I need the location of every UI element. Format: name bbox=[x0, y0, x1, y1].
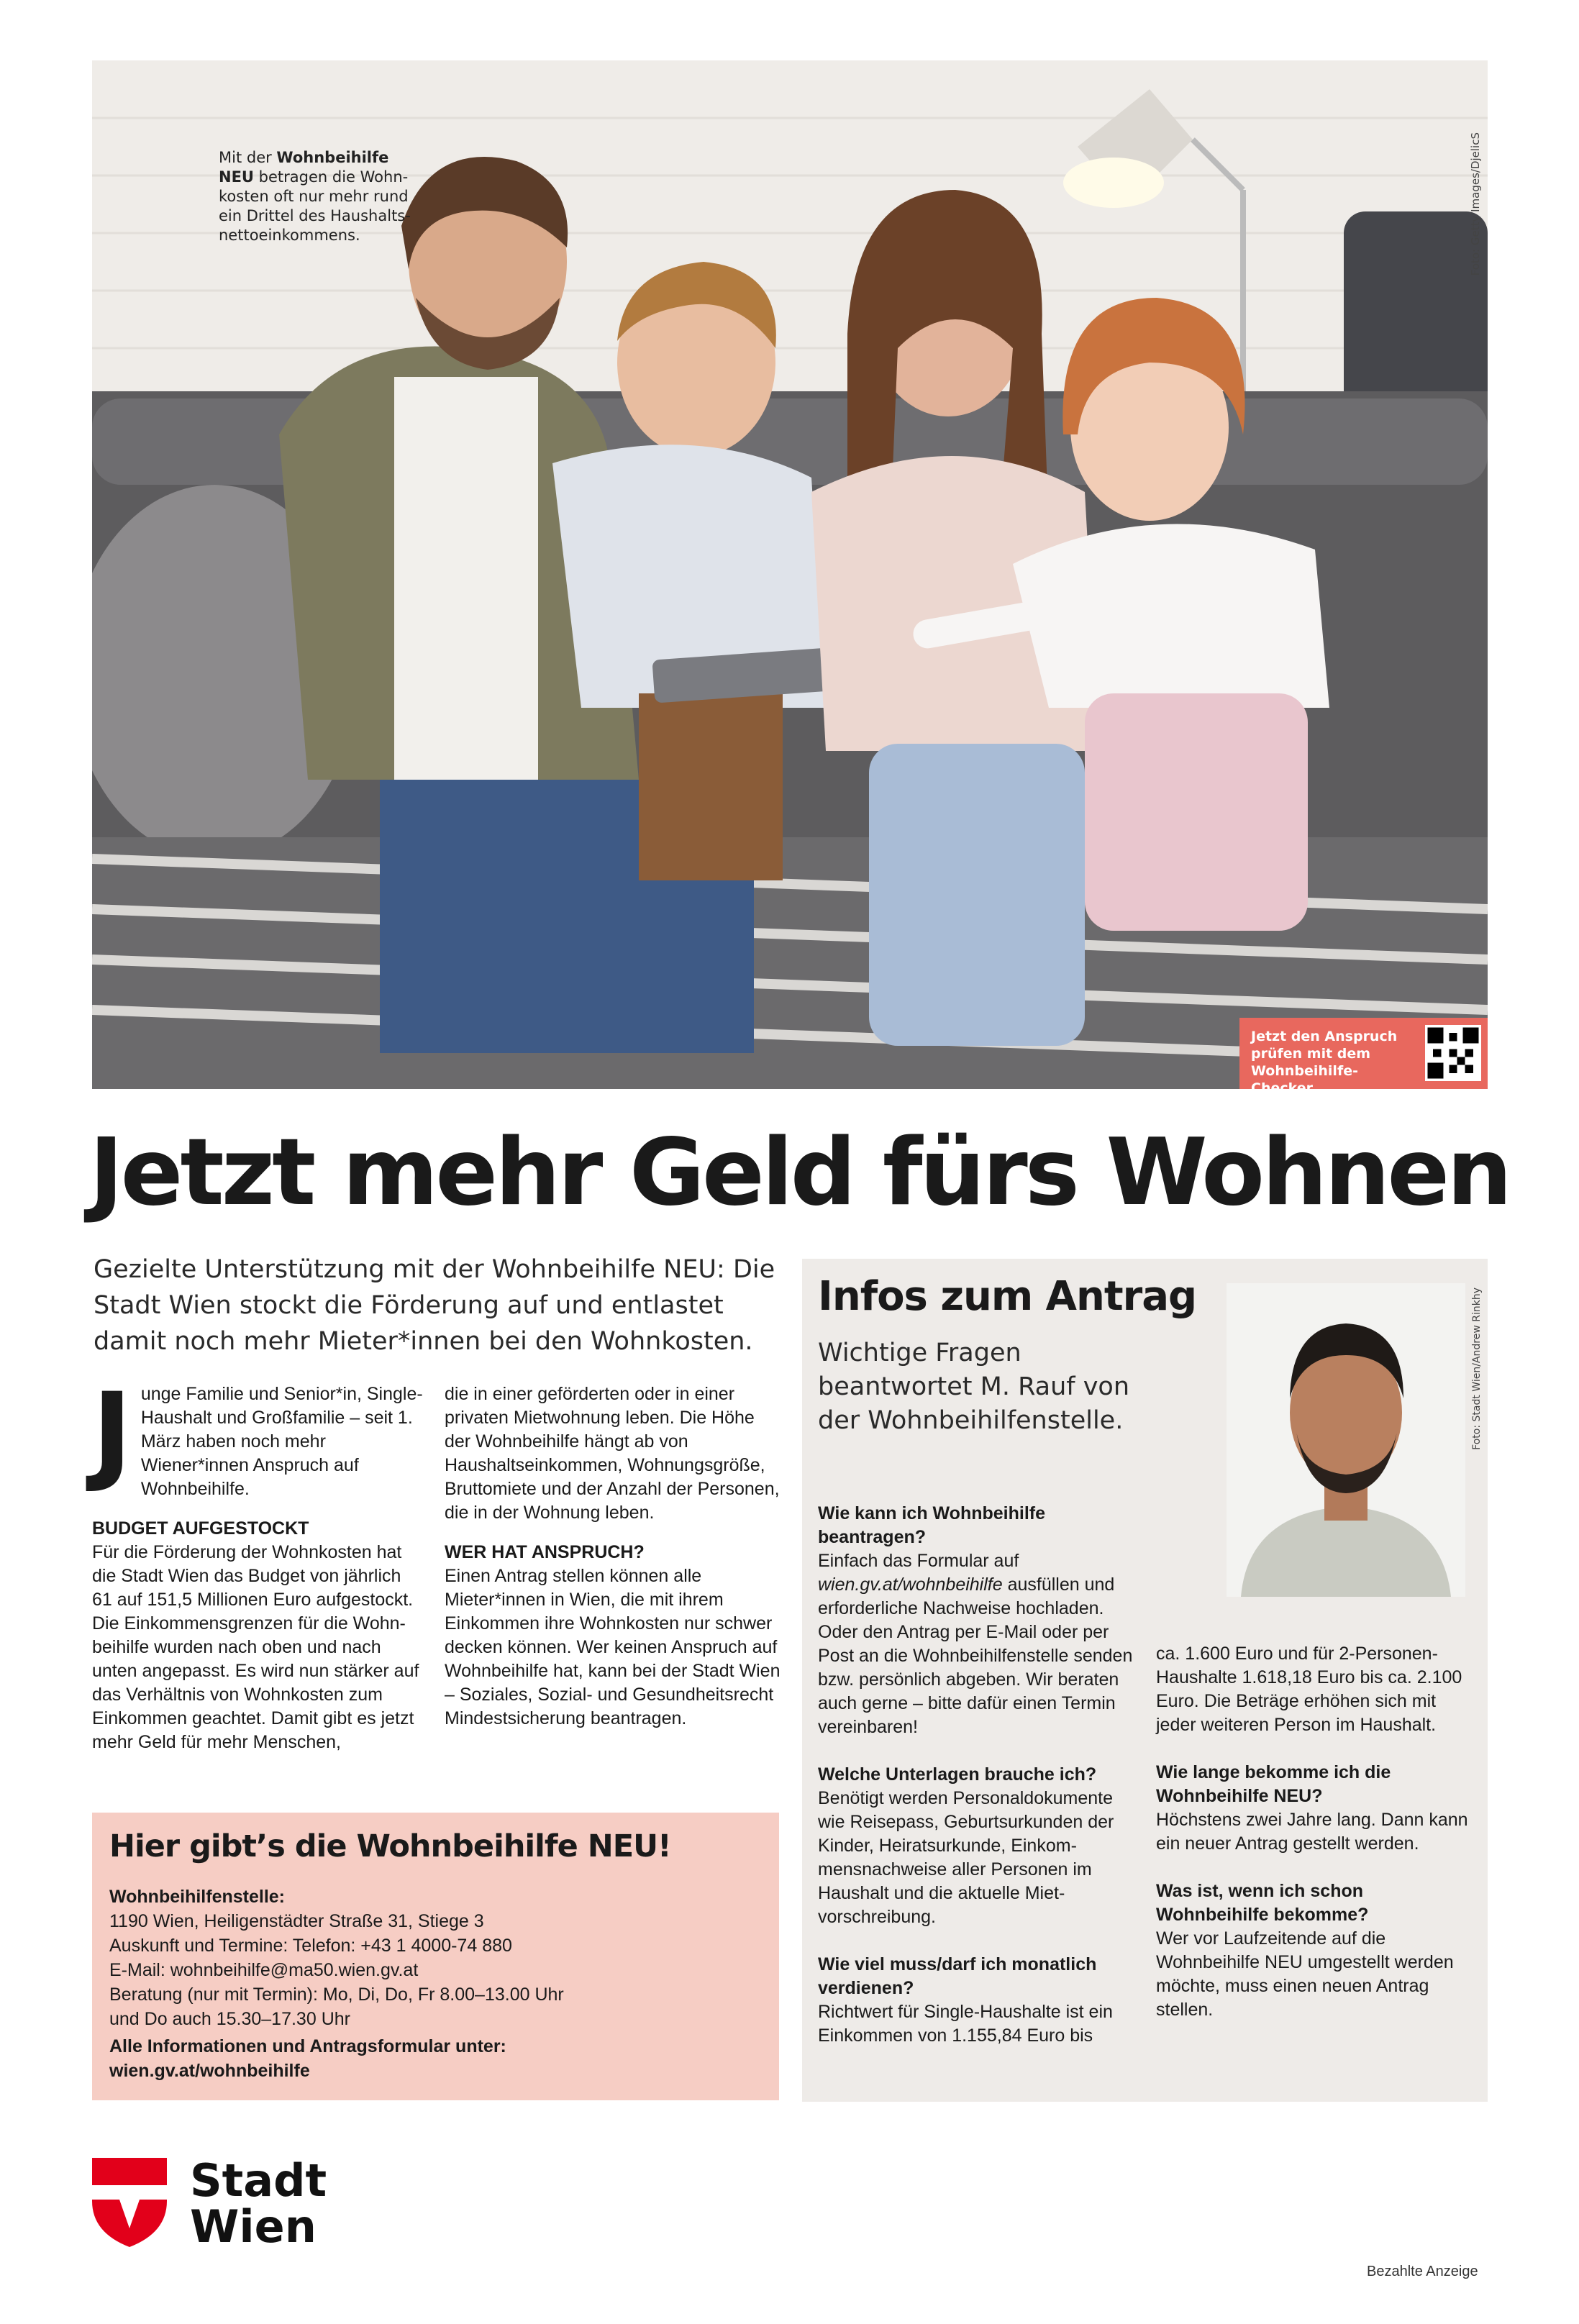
faq-answer: Benötigt werden Personaldokumente wie Reisepass, Geburtsurkunden der Kinder, Heiratsurkunde, Einkommensnachweise aller Personen im Haushalt und die aktuelle Mietvorschreibung. bbox=[818, 1788, 1114, 1927]
page-title: Jetzt mehr Geld fürs Wohnen bbox=[89, 1119, 1510, 1226]
contact-box-title: Hier gibt’s die Wohnbeihilfe NEU! bbox=[109, 1828, 671, 1864]
office-phone[interactable]: Auskunft und Termine: Telefon: +43 1 4000-74 880 bbox=[109, 1936, 512, 1956]
intro-paragraph: Junge Familie und Senior*in, Single-Haushalt und Großfamilie – seit 1. März haben noch mehr Wiener*innen Anspruch auf Wohnbeihilfe. bbox=[92, 1370, 423, 1499]
vienna-shield-icon bbox=[92, 2158, 167, 2247]
faq-answer: Richtwert für Single-Haushalte ist ein Einkommen von 1.155,84 Euro bis bbox=[818, 2002, 1113, 2046]
article-column-1 bbox=[92, 1370, 423, 1754]
hero-photo bbox=[92, 60, 1488, 1089]
portrait-credit: Foto: Stadt Wien/Andrew Rinkhy bbox=[1471, 1288, 1483, 1450]
paid-notice: Bezahlte Anzeige bbox=[1367, 2264, 1478, 2279]
portrait-photo bbox=[1227, 1283, 1465, 1597]
caption-bold-neu: NEU bbox=[219, 168, 254, 186]
office-name: Wohnbeihilfenstelle: bbox=[109, 1887, 285, 1907]
contact-box-body bbox=[109, 1885, 757, 2083]
faq-answer: Einfach das Formular auf wien.gv.at/wohnbeihilfe ausfüllen und erforderliche Nachweise hochladen. Oder den Antrag per E-Mail oder per Post an die Wohnbeihilfenstelle senden bzw. persönlich abgeben. Wir beraten auch gerne – bitte dafür einen Termin vereinbaren! bbox=[818, 1551, 1133, 1737]
who-heading: WER HAT ANSPRUCH? bbox=[445, 1542, 645, 1562]
faq-answer: Höchstens zwei Jahre lang. Dann kann ein neuer Antrag gestellt werden. bbox=[1156, 1810, 1468, 1854]
faq-answer-continued: ca. 1.600 Euro und für 2-Personen-Haushalte 1.618,18 Euro bis ca. 2.100 Euro. Die Beträge erhöhen sich mit jeder weiteren Person im Haushalt. bbox=[1156, 1644, 1462, 1735]
faq-question: Was ist, wenn ich schon Wohnbeihilfe bekomme? bbox=[1156, 1881, 1369, 1925]
logo-text: Stadt Wien bbox=[190, 2154, 327, 2253]
col2-text: die in einer geförderten oder in einer privaten Mietwohnung leben. Die Höhe der Wohnbeihilfe hängt ab von Haushaltseinkommen, Wohnungsgröße, Bruttomiete und der Anzahl der Personen, die in der Wohnung leben. bbox=[445, 1384, 780, 1523]
faq-box bbox=[802, 1259, 1488, 2102]
faq-column-2 bbox=[1156, 1642, 1473, 2022]
stadt-wien-logo bbox=[92, 2154, 329, 2259]
faq-answer: Wer vor Laufzeitende auf die Wohnbeihilfe NEU umgestellt werden möchte, muss einen neuen Antrag stellen. bbox=[1156, 1928, 1454, 2020]
faq-column-1 bbox=[818, 1502, 1142, 2048]
photo-credit: Foto: Getty Images/DjelicS bbox=[1469, 132, 1482, 276]
faq-question: Wie kann ich Wohnbeihilfe beantragen? bbox=[818, 1503, 1046, 1547]
faq-question: Welche Unterlagen brauche ich? bbox=[818, 1764, 1097, 1785]
article-column-2 bbox=[445, 1382, 783, 1731]
lead-paragraph: Gezielte Unterstützung mit der Wohnbeihilfe NEU: Die Stadt Wien stockt die Förderung auf und entlastet damit noch mehr Mieter*innen bei den Wohnkosten. bbox=[94, 1255, 775, 1356]
caption-bold-wohnbeihilfe: Wohnbeihilfe bbox=[276, 149, 389, 166]
qr-code-icon[interactable] bbox=[1425, 1025, 1481, 1081]
budget-text: Für die Förderung der Wohnkosten hat die Stadt Wien das Budget von jährlich 61 auf 151,5 Millionen Euro aufgestockt. Die Einkommensgrenzen für die Wohnbeihilfe wurden nach oben und nach unten angepasst. Es wird nun stärker auf das Verhältnis von Wohnkosten zum Einkommen geachtet. Damit gibt es jetzt mehr Geld für mehr Menschen, bbox=[92, 1542, 419, 1752]
dropcap: J bbox=[92, 1370, 132, 1495]
wohnbeihilfe-checker-banner[interactable] bbox=[1239, 1018, 1488, 1096]
more-info-label: Alle Informationen und Antragsformular unter: bbox=[109, 2036, 506, 2056]
office-email[interactable]: E-Mail: wohnbeihilfe@ma50.wien.gv.at bbox=[109, 1960, 419, 1980]
office-hours-1: Beratung (nur mit Termin): Mo, Di, Do, Fr 8.00–13.00 Uhr bbox=[109, 1984, 564, 2005]
website-link[interactable]: wien.gv.at/wohnbeihilfe bbox=[109, 2061, 310, 2081]
faq-subtitle: Wichtige Fragen beantwortet M. Rauf von der Wohnbeihilfenstelle. bbox=[818, 1339, 1130, 1435]
office-hours-2: und Do auch 15.30–17.30 Uhr bbox=[109, 2009, 350, 2029]
faq-link[interactable]: wien.gv.at/wohnbeihilfe bbox=[818, 1575, 1003, 1595]
faq-question: Wie viel muss/darf ich monatlich verdienen? bbox=[818, 1954, 1097, 1998]
budget-heading: BUDGET AUFGESTOCKT bbox=[92, 1518, 309, 1539]
contact-box bbox=[92, 1813, 779, 2100]
checker-text: Jetzt den Anspruch prüfen mit dem Wohnbeihilfe-Checker bbox=[1251, 1029, 1398, 1096]
faq-question: Wie lange bekomme ich die Wohnbeihilfe NEU? bbox=[1156, 1762, 1391, 1806]
faq-title: Infos zum Antrag bbox=[818, 1273, 1197, 1320]
who-text: Einen Antrag stellen können alle Mieter*innen in Wien, die mit ihrem Einkommen ihre Wohnkosten nur schwer decken können. Wer keinen Anspruch auf Wohnbeihilfe hat, kann bei der Stadt Wien – Soziales, Sozial- und Gesundheitsrecht Mindestsicherung beantragen. bbox=[445, 1566, 781, 1728]
office-address: 1190 Wien, Heiligenstädter Straße 31, Stiege 3 bbox=[109, 1911, 484, 1931]
photo-caption: Mit der Wohnbeihilfe NEU betragen die Wohnkosten oft nur mehr rund ein Drittel des Haushaltsnettoeinkommens. bbox=[219, 149, 411, 244]
